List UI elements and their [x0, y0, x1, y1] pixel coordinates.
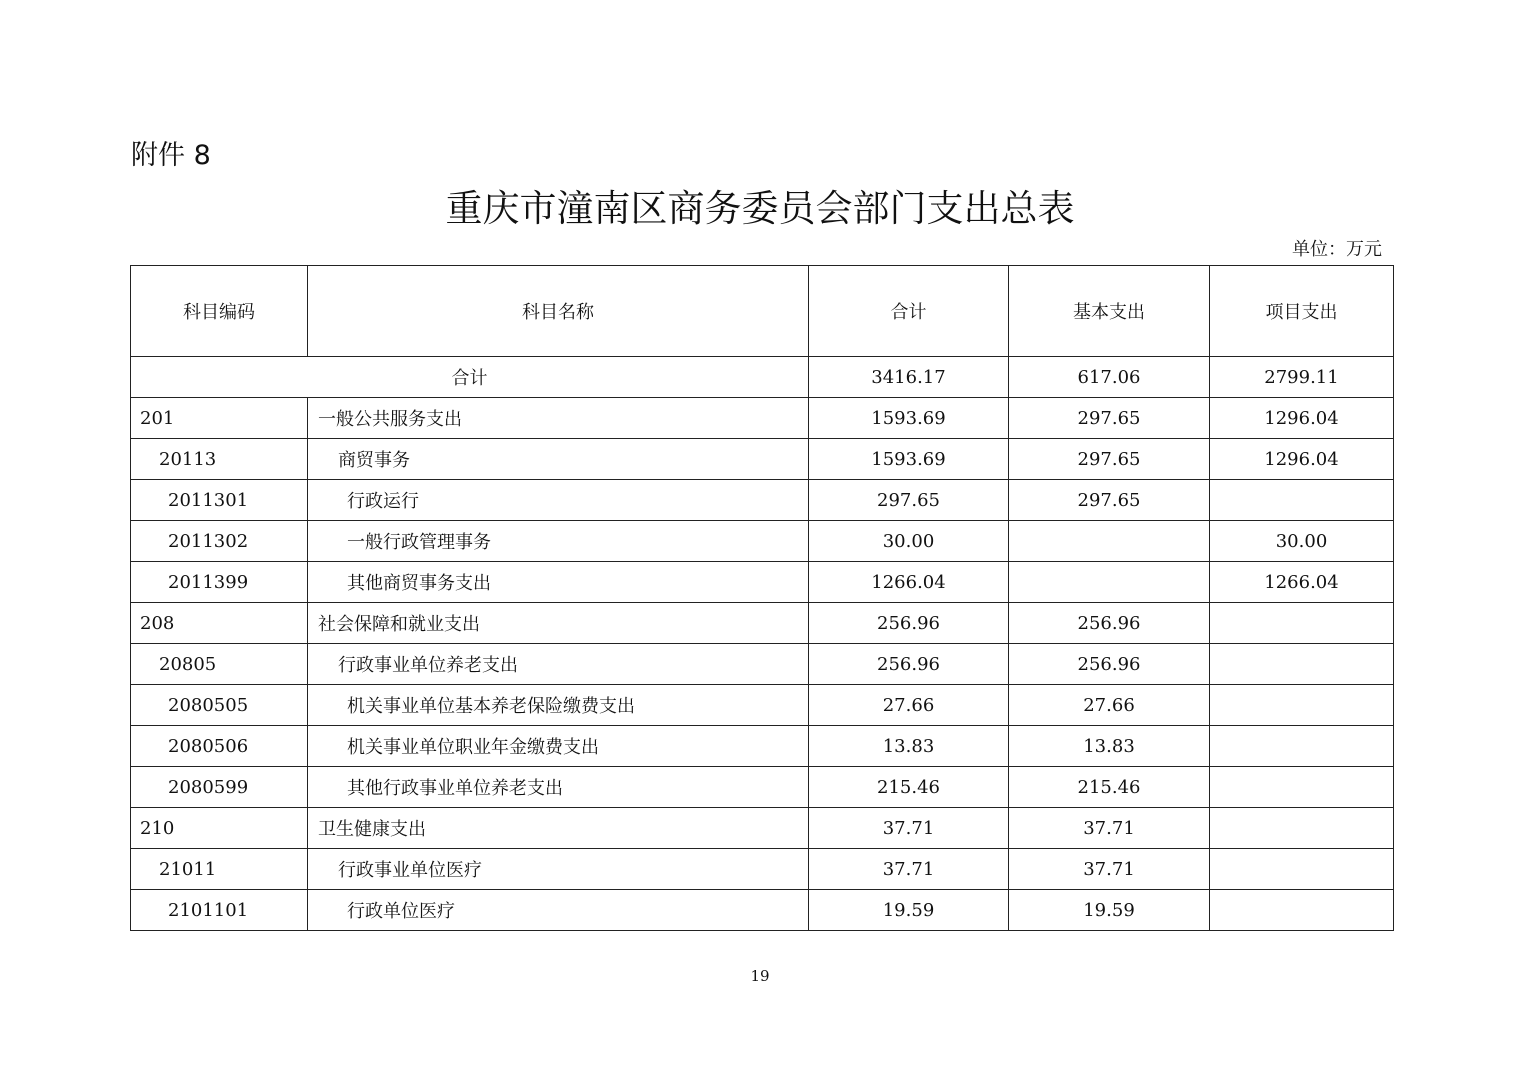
header-project: 项目支出 [1210, 266, 1394, 357]
table-header [131, 266, 1394, 357]
table-row [131, 603, 1394, 644]
row-total-cell: 27.66 [809, 685, 1009, 726]
row-project-cell [1210, 603, 1394, 644]
row-name-cell: 社会保障和就业支出 [308, 603, 809, 644]
summary-label: 合计 [131, 357, 809, 398]
row-code-cell: 2011302 [131, 521, 308, 562]
row-name-cell: 行政事业单位医疗 [308, 849, 809, 890]
row-project-cell: 30.00 [1210, 521, 1394, 562]
row-project-cell [1210, 849, 1394, 890]
row-project-cell: 1296.04 [1210, 398, 1394, 439]
row-name-cell: 其他行政事业单位养老支出 [308, 767, 809, 808]
table-body [131, 357, 1394, 931]
row-project-cell: 1266.04 [1210, 562, 1394, 603]
row-code-cell: 210 [131, 808, 308, 849]
unit-label: 单位：万元 [1292, 239, 1382, 260]
row-total-cell: 297.65 [809, 480, 1009, 521]
table-row [131, 644, 1394, 685]
table-row [131, 726, 1394, 767]
row-code-cell: 2080505 [131, 685, 308, 726]
row-project-cell: 1296.04 [1210, 439, 1394, 480]
attachment-label: 附件 8 [131, 140, 211, 171]
table-row [131, 562, 1394, 603]
table-row [131, 808, 1394, 849]
row-basic-cell: 256.96 [1009, 644, 1210, 685]
row-basic-cell: 297.65 [1009, 439, 1210, 480]
row-basic-cell: 297.65 [1009, 398, 1210, 439]
row-total-cell: 1593.69 [809, 439, 1009, 480]
row-project-cell [1210, 685, 1394, 726]
header-total: 合计 [809, 266, 1009, 357]
row-name-cell: 行政单位医疗 [308, 890, 809, 931]
table-row [131, 890, 1394, 931]
row-total-cell: 37.71 [809, 808, 1009, 849]
table-row [131, 849, 1394, 890]
row-name-cell: 其他商贸事务支出 [308, 562, 809, 603]
summary-project: 2799.11 [1210, 357, 1394, 398]
row-total-cell: 1593.69 [809, 398, 1009, 439]
row-project-cell [1210, 767, 1394, 808]
row-basic-cell: 215.46 [1009, 767, 1210, 808]
page-number: 19 [750, 967, 770, 985]
row-code-cell: 20113 [131, 439, 308, 480]
row-name-cell: 机关事业单位职业年金缴费支出 [308, 726, 809, 767]
row-total-cell: 13.83 [809, 726, 1009, 767]
page-title: 重庆市潼南区商务委员会部门支出总表 [445, 187, 1075, 230]
row-name-cell: 机关事业单位基本养老保险缴费支出 [308, 685, 809, 726]
row-basic-cell: 256.96 [1009, 603, 1210, 644]
summary-row [131, 357, 1394, 398]
row-code-cell: 208 [131, 603, 308, 644]
row-name-cell: 行政运行 [308, 480, 809, 521]
row-code-cell: 2080599 [131, 767, 308, 808]
row-total-cell: 19.59 [809, 890, 1009, 931]
table-row [131, 767, 1394, 808]
row-total-cell: 1266.04 [809, 562, 1009, 603]
row-basic-cell: 19.59 [1009, 890, 1210, 931]
row-code-cell: 2011301 [131, 480, 308, 521]
row-basic-cell: 13.83 [1009, 726, 1210, 767]
table-row [131, 685, 1394, 726]
row-name-cell: 一般行政管理事务 [308, 521, 809, 562]
row-basic-cell [1009, 521, 1210, 562]
row-basic-cell: 37.71 [1009, 808, 1210, 849]
expense-table [130, 265, 1394, 931]
header-code: 科目编码 [131, 266, 308, 357]
header-name: 科目名称 [308, 266, 809, 357]
row-name-cell: 一般公共服务支出 [308, 398, 809, 439]
row-name-cell: 卫生健康支出 [308, 808, 809, 849]
row-code-cell: 201 [131, 398, 308, 439]
row-total-cell: 30.00 [809, 521, 1009, 562]
row-code-cell: 21011 [131, 849, 308, 890]
row-total-cell: 215.46 [809, 767, 1009, 808]
summary-total: 3416.17 [809, 357, 1009, 398]
row-basic-cell: 297.65 [1009, 480, 1210, 521]
row-project-cell [1210, 480, 1394, 521]
row-project-cell [1210, 808, 1394, 849]
summary-basic: 617.06 [1009, 357, 1210, 398]
header-basic: 基本支出 [1009, 266, 1210, 357]
row-code-cell: 20805 [131, 644, 308, 685]
row-total-cell: 37.71 [809, 849, 1009, 890]
row-project-cell [1210, 644, 1394, 685]
row-project-cell [1210, 726, 1394, 767]
header-row [131, 266, 1394, 357]
table-row [131, 398, 1394, 439]
row-code-cell: 2101101 [131, 890, 308, 931]
row-code-cell: 2011399 [131, 562, 308, 603]
row-basic-cell: 27.66 [1009, 685, 1210, 726]
row-project-cell [1210, 890, 1394, 931]
table-row [131, 521, 1394, 562]
row-total-cell: 256.96 [809, 603, 1009, 644]
row-total-cell: 256.96 [809, 644, 1009, 685]
row-name-cell: 商贸事务 [308, 439, 809, 480]
table-row [131, 439, 1394, 480]
row-basic-cell: 37.71 [1009, 849, 1210, 890]
row-code-cell: 2080506 [131, 726, 308, 767]
row-basic-cell [1009, 562, 1210, 603]
row-name-cell: 行政事业单位养老支出 [308, 644, 809, 685]
table-row [131, 480, 1394, 521]
